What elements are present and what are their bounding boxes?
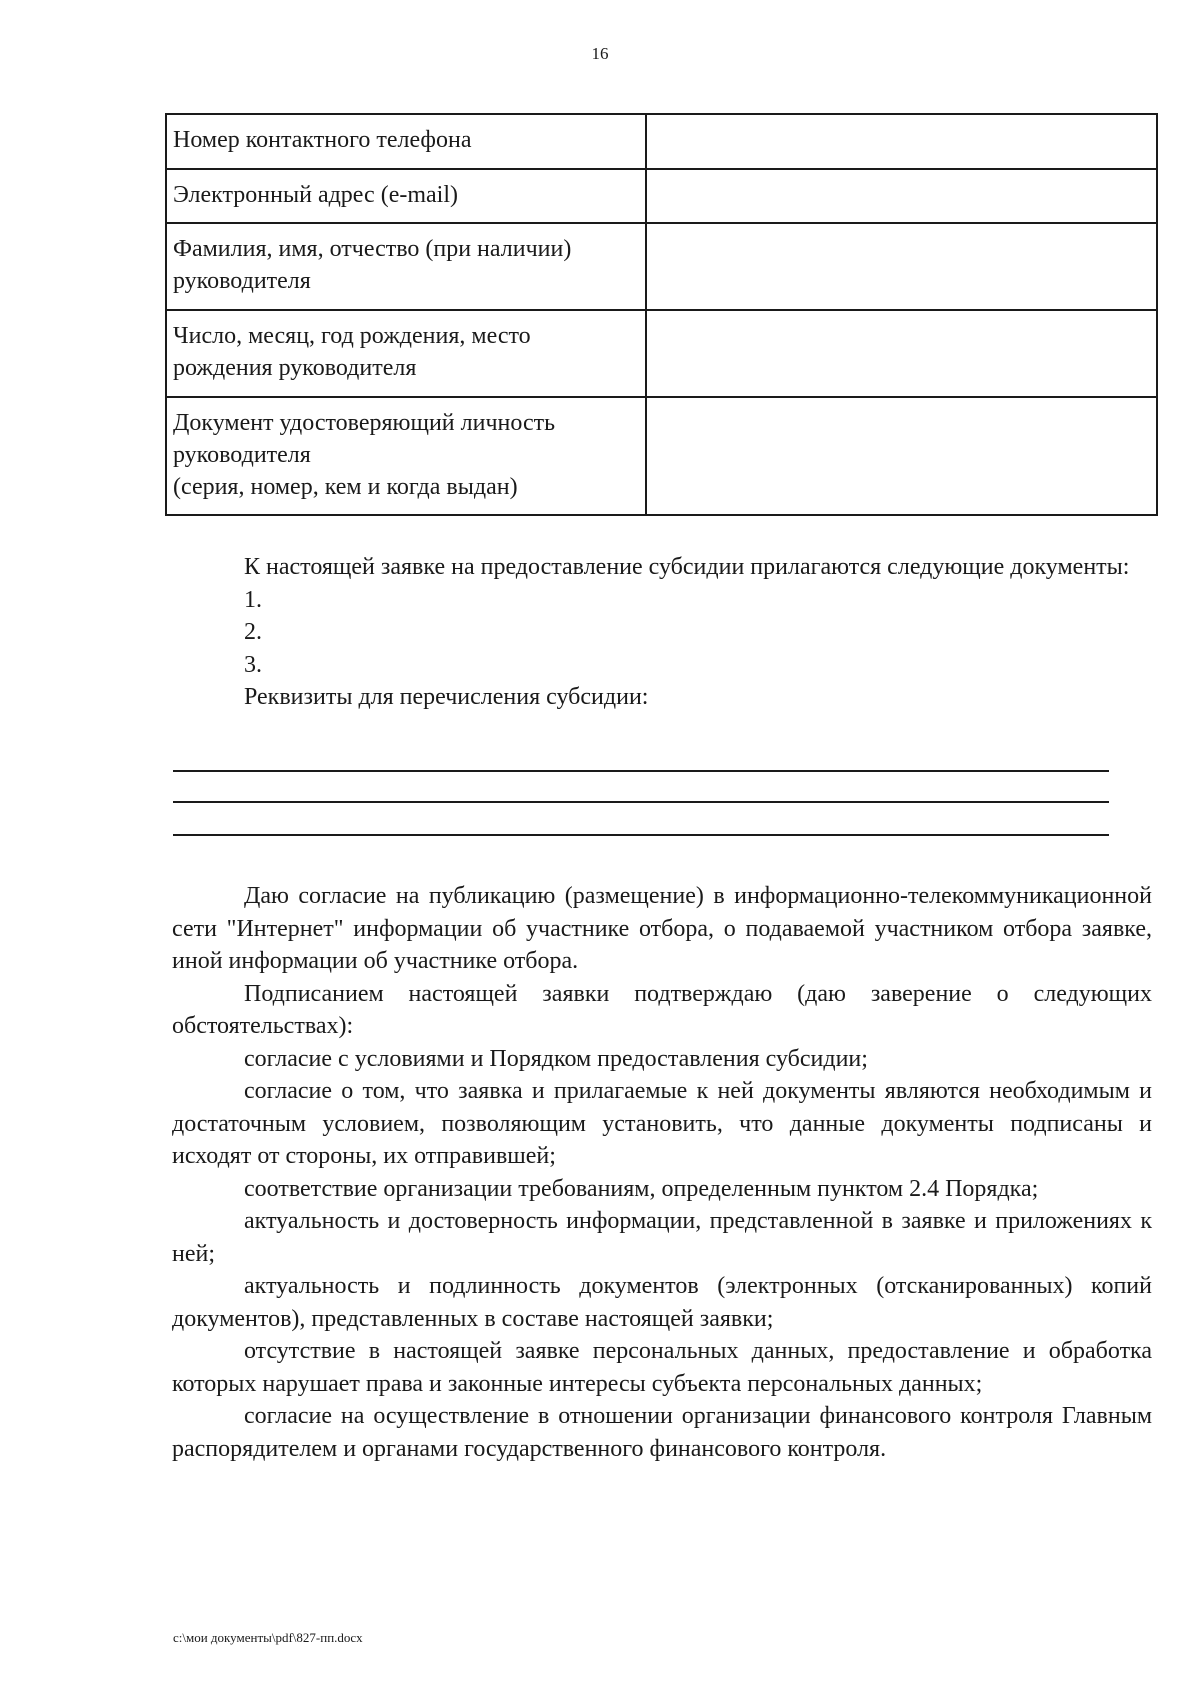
requisites-line [173, 834, 1109, 836]
consent-paragraph: Подписанием настоящей заявки подтверждаю (даю заверение о следующих обстоятельствах): [172, 980, 1152, 1039]
row-label: Номер контактного телефона [166, 114, 646, 169]
row-label: Фамилия, имя, отчество (при наличии) руководителя [166, 223, 646, 310]
footer-file-path: c:\мои документы\pdf\827-пп.docx [173, 1630, 363, 1645]
requisites-line [173, 770, 1109, 772]
attachment-item: 3. [244, 651, 262, 678]
row-label: Документ удостоверяющий личность руководителя (серия, номер, кем и когда выдан) [166, 397, 646, 515]
consent-paragraph: согласие на осуществление в отношении организации финансового контроля Главным распорядителем и органами государственного финансового контроля. [172, 1403, 1152, 1462]
consent-paragraph: согласие с условиями и Порядком предоставления субсидии; [244, 1045, 868, 1072]
applicant-info-table [165, 113, 1158, 516]
row-label: Электронный адрес (e-mail) [166, 169, 646, 223]
table-row [166, 169, 1157, 223]
table-row [166, 114, 1157, 169]
table-row [166, 397, 1157, 515]
row-value [646, 223, 1157, 310]
consent-paragraph: актуальность и подлинность документов (электронных (отсканированных) копий документов), представленных в составе настоящей заявки; [172, 1273, 1152, 1332]
row-value [646, 114, 1157, 169]
consent-paragraph: отсутствие в настоящей заявке персональных данных, предоставление и обработка которых нарушает права и законные интересы субъекта персональных данных; [172, 1338, 1152, 1397]
row-value [646, 397, 1157, 515]
page-number: 16 [591, 44, 609, 63]
attachments-section [172, 551, 1152, 714]
attachment-item: 1. [244, 586, 262, 613]
consent-paragraph: актуальность и достоверность информации, представленной в заявке и приложениях к ней; [172, 1208, 1152, 1267]
requisites-label: Реквизиты для перечисления субсидии: [244, 684, 649, 710]
attachments-intro: К настоящей заявке на предоставление субсидии прилагаются следующие документы: [244, 554, 1130, 580]
attachment-item: 2. [244, 619, 262, 645]
row-value [646, 310, 1157, 397]
consent-paragraph: согласие о том, что заявка и прилагаемые к ней документы являются необходимым и достаточным условием, позволяющим установить, что данные документы подписаны и исходят от стороны, их отправившей; [172, 1078, 1152, 1169]
requisites-line [173, 801, 1109, 803]
row-label: Число, месяц, год рождения, место рождения руководителя [166, 310, 646, 397]
table-row [166, 310, 1157, 397]
consent-section [172, 880, 1152, 1465]
row-value [646, 169, 1157, 223]
table-row [166, 223, 1157, 310]
consent-paragraph: соответствие организации требованиям, определенным пунктом 2.4 Порядка; [244, 1175, 1039, 1202]
consent-paragraph: Даю согласие на публикацию (размещение) в информационно-телекоммуникационной сети "Интернет" информации об участнике отбора, о подаваемой участником отбора заявке, иной информации об участнике отбора. [172, 883, 1152, 974]
